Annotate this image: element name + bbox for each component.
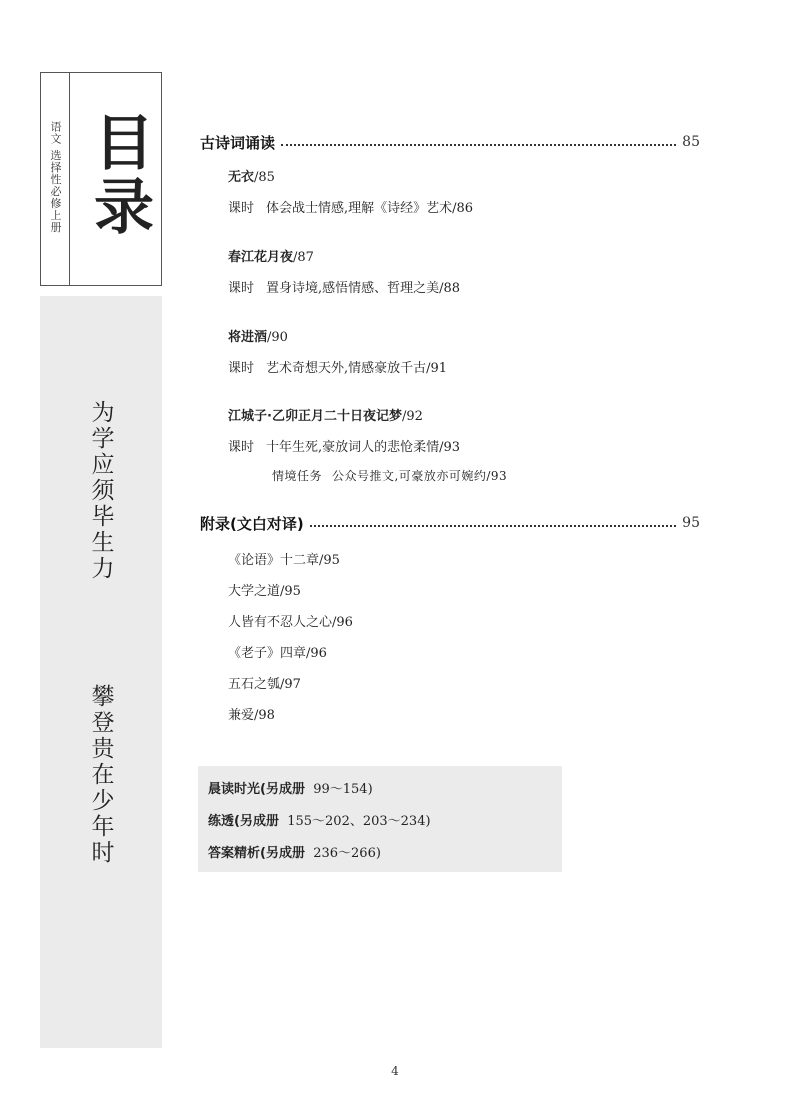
entry-page: /93 xyxy=(486,469,508,483)
entry-title: 兼爱 xyxy=(228,708,255,723)
page-number: 4 xyxy=(391,1064,399,1078)
lesson-label: 课时 xyxy=(228,361,255,376)
motto-line-2 xyxy=(40,684,162,866)
motto-line-1 xyxy=(40,400,162,582)
supplement-range: 236～266) xyxy=(313,846,381,861)
entry-title: 大学之道 xyxy=(228,584,281,599)
lesson-text: 置身诗境,感悟情感、哲理之美 xyxy=(266,281,440,296)
lesson-text: 十年生死,豪放词人的悲怆柔情 xyxy=(266,440,440,455)
toc-entry[interactable] xyxy=(228,580,301,599)
entry-page: /98 xyxy=(254,708,275,723)
toc-entry[interactable] xyxy=(228,405,423,424)
toc-entry[interactable] xyxy=(228,549,340,568)
motto-text-1: 为学应须毕生力 xyxy=(87,400,114,582)
entry-title: 《老子》四章 xyxy=(228,646,307,661)
entry-title: 江城子·乙卯正月二十日夜记梦 xyxy=(228,409,402,424)
dot-leader xyxy=(281,144,676,146)
entry-page: /92 xyxy=(401,409,423,424)
entry-page: /93 xyxy=(439,440,461,455)
toc-entry[interactable] xyxy=(228,326,288,345)
entry-page: /97 xyxy=(280,677,301,692)
entry-page: /95 xyxy=(280,584,301,599)
toc-entry-lesson[interactable] xyxy=(228,436,460,455)
supplement-range: 155～202、203～234) xyxy=(287,814,431,829)
entry-title: 春江花月夜 xyxy=(228,250,294,265)
lesson-label: 课时 xyxy=(228,281,255,296)
supplementary-books-box xyxy=(198,766,562,872)
toc-entry[interactable] xyxy=(228,611,353,630)
supplement-title: 晨读时光(另成册 xyxy=(208,782,305,797)
supplement-item[interactable] xyxy=(208,778,373,797)
page-title: 目录 xyxy=(84,111,154,239)
supplement-title: 答案精析(另成册 xyxy=(208,846,305,861)
entry-title: 《论语》十二章 xyxy=(228,553,320,568)
entry-page: /91 xyxy=(426,361,448,376)
toc-section-classical-poetry[interactable] xyxy=(200,131,700,153)
toc-entry[interactable] xyxy=(228,704,275,723)
entry-page: /96 xyxy=(306,646,327,661)
entry-title: 人皆有不忍人之心 xyxy=(228,615,333,630)
toc-section-appendix[interactable] xyxy=(200,512,700,534)
entry-page: /95 xyxy=(319,553,340,568)
lesson-label: 课时 xyxy=(228,201,255,216)
entry-page: /88 xyxy=(439,281,461,296)
section-page: 95 xyxy=(682,515,700,531)
entry-page: /90 xyxy=(267,330,288,345)
entry-title: 将进酒 xyxy=(228,330,268,345)
book-subtitle: 语文 选择性必修上册 xyxy=(49,121,62,234)
toc-entry[interactable] xyxy=(228,642,327,661)
supplement-range: 99～154) xyxy=(313,782,373,797)
lesson-text: 体会战士情感,理解《诗经》艺术 xyxy=(266,201,453,216)
toc-entry-lesson[interactable] xyxy=(228,197,473,216)
motto-panel xyxy=(40,296,162,1048)
header-divider xyxy=(69,73,70,285)
entry-title: 五石之瓠 xyxy=(228,677,281,692)
entry-page: /85 xyxy=(254,170,275,185)
section-title: 附录(文白对译) xyxy=(200,514,304,533)
supplement-title: 练透(另成册 xyxy=(208,814,279,829)
lesson-text: 艺术奇想天外,情感豪放千古 xyxy=(266,361,427,376)
entry-page: /96 xyxy=(332,615,353,630)
toc-entry[interactable] xyxy=(228,673,301,692)
task-text: 公众号推文,可豪放亦可婉约 xyxy=(332,469,487,483)
entry-title: 无衣 xyxy=(228,170,255,185)
lesson-label: 课时 xyxy=(228,440,255,455)
dot-leader xyxy=(310,525,676,527)
toc-entry[interactable] xyxy=(228,246,314,265)
supplement-item[interactable] xyxy=(208,810,431,829)
entry-page: /86 xyxy=(452,201,474,216)
motto-text-2: 攀登贵在少年时 xyxy=(87,684,114,866)
toc-entry[interactable] xyxy=(228,166,275,185)
toc-entry-lesson[interactable] xyxy=(228,357,447,376)
toc-entry-task[interactable] xyxy=(272,467,507,484)
section-page: 85 xyxy=(682,134,700,150)
supplement-item[interactable] xyxy=(208,842,381,861)
toc-entry-lesson[interactable] xyxy=(228,277,460,296)
entry-page: /87 xyxy=(293,250,314,265)
section-title: 古诗词诵读 xyxy=(200,133,276,152)
task-label: 情境任务 xyxy=(272,469,323,483)
toc-header-box xyxy=(40,72,162,286)
